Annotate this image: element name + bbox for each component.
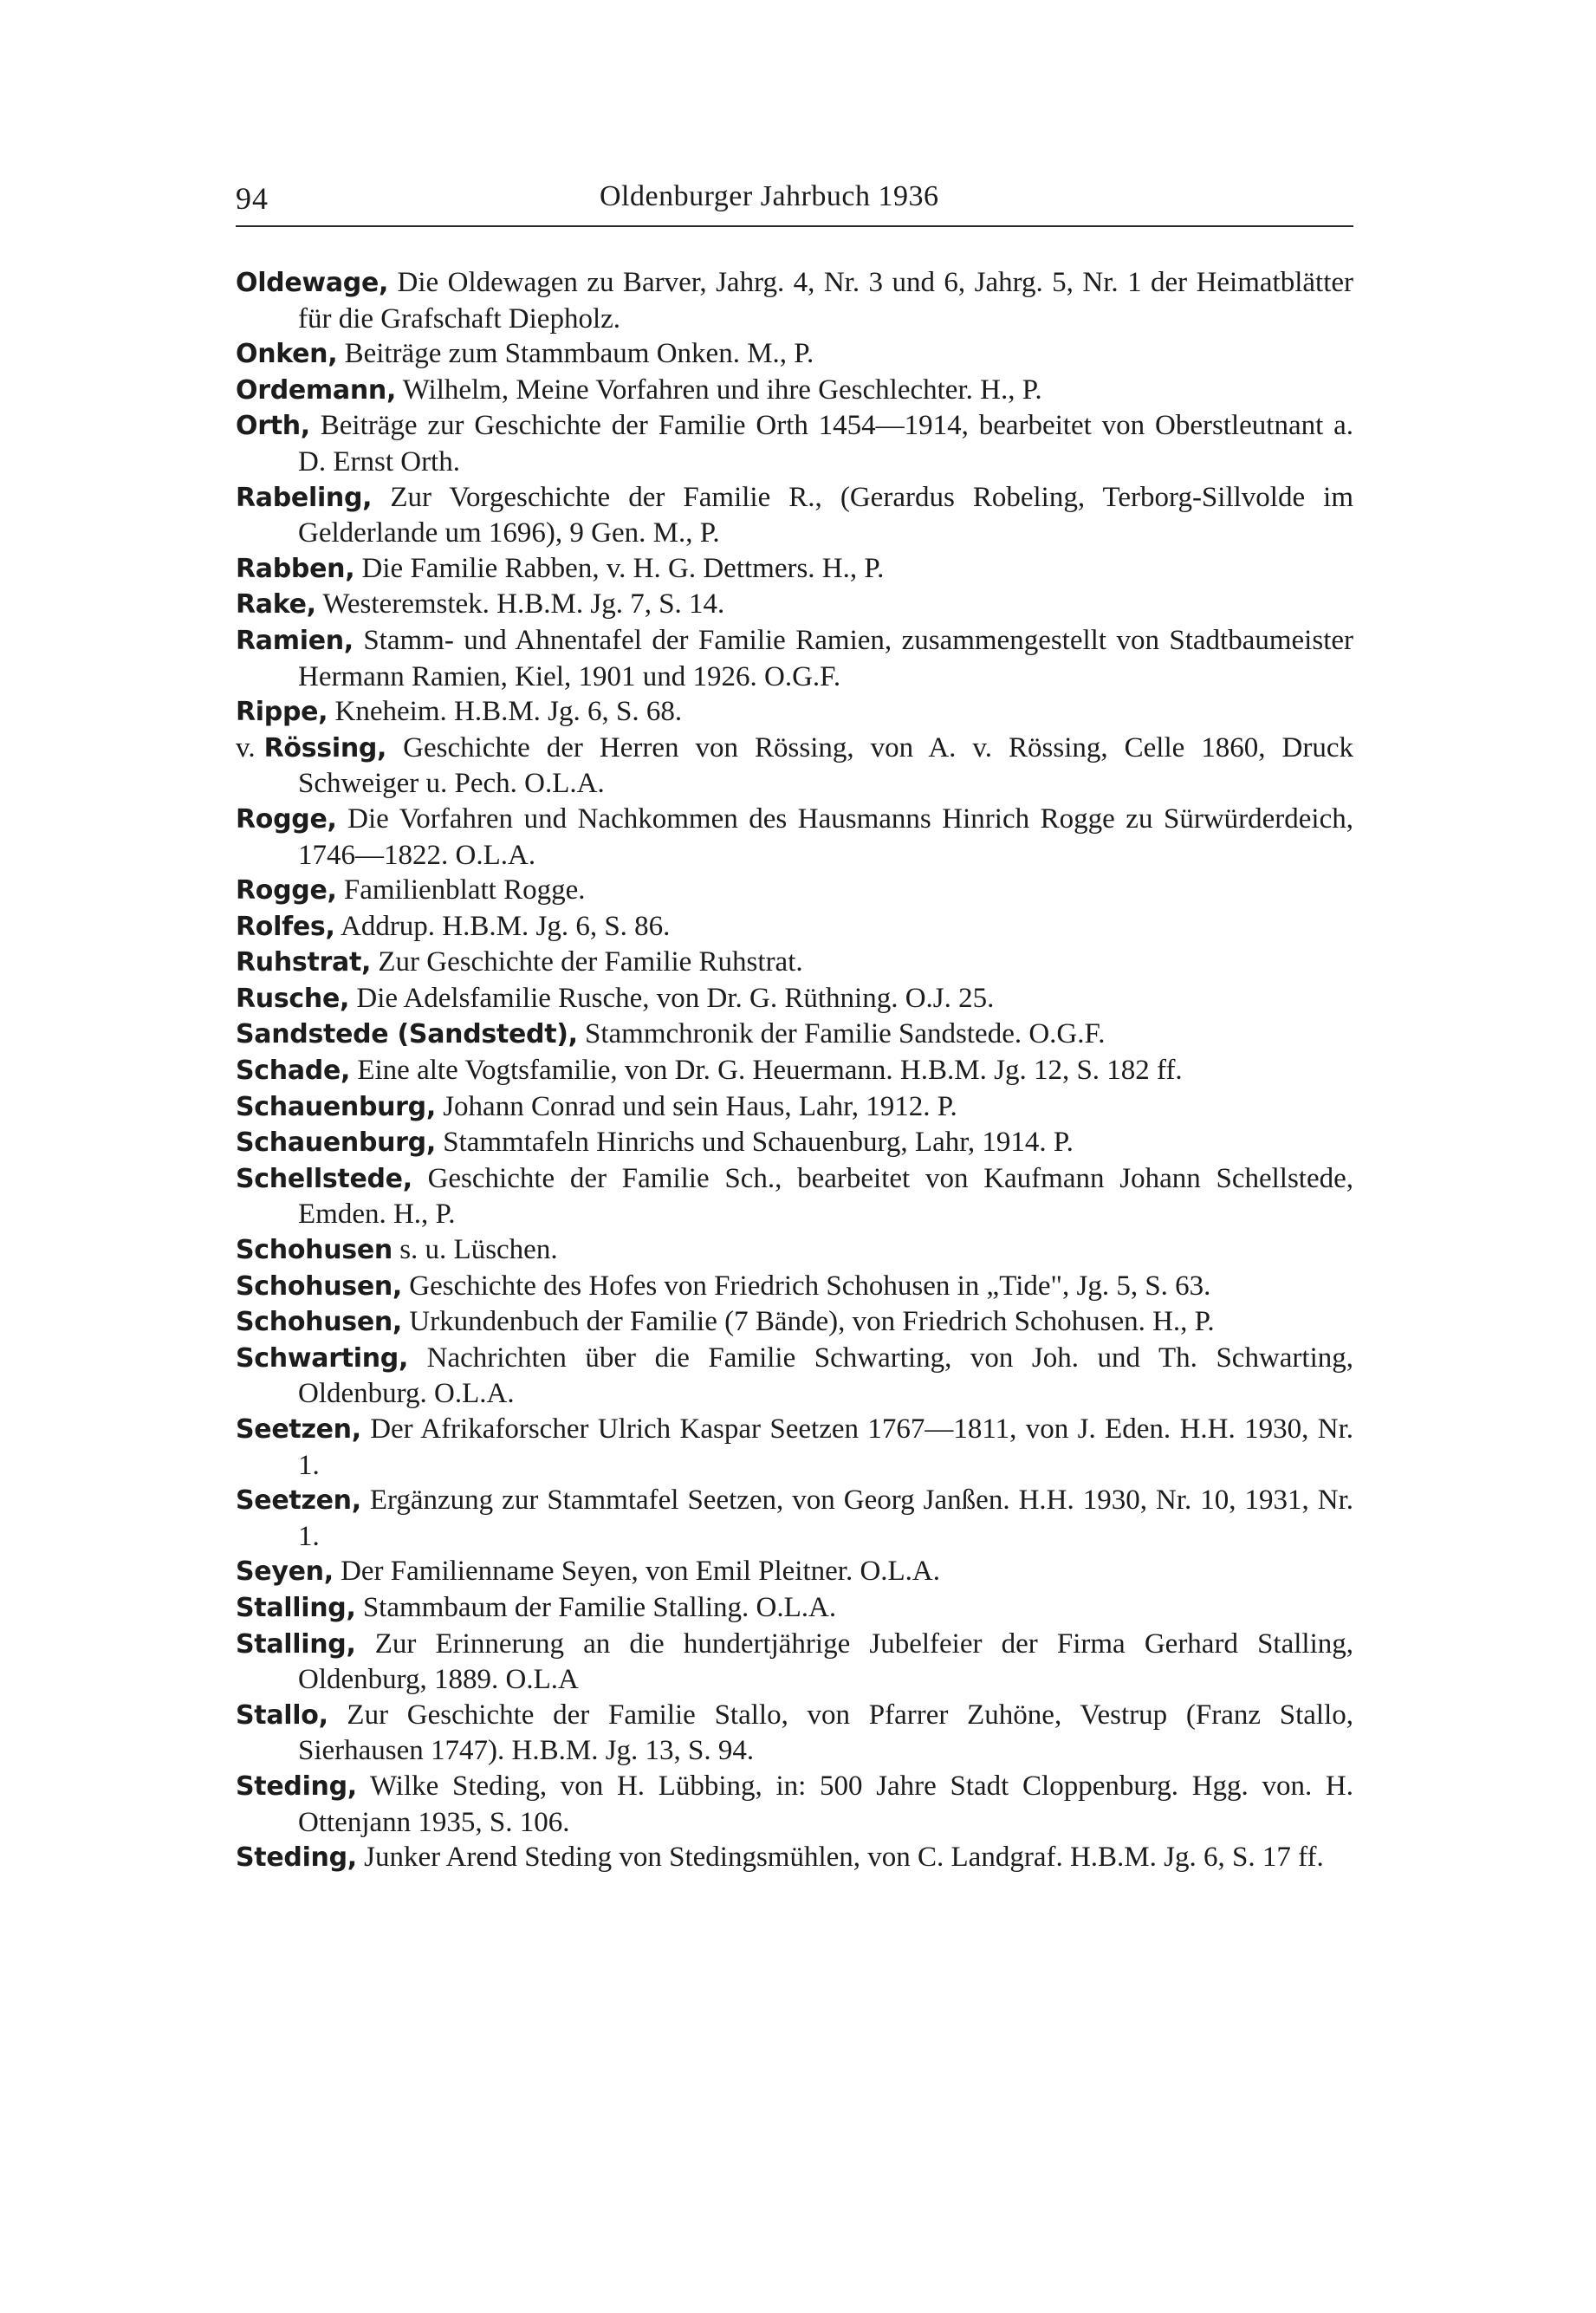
bibliography-entry: [236, 1412, 1353, 1483]
entry-surname: Steding,: [236, 1770, 357, 1802]
page-header: [236, 173, 1353, 227]
entry-surname: Schohusen,: [236, 1270, 403, 1302]
entry-text: Ergänzung zur Stammtafel Seetzen, von Georg Janßen. H.H. 1930, Nr. 10, 1931, Nr. 1.: [298, 1485, 1354, 1552]
entry-text: Kneheim. H.B.M. Jg. 6, S. 68.: [334, 696, 683, 728]
entry-text: Der Afrikaforscher Ulrich Kaspar Seetzen 1767—1811, von J. Eden. H.H. 1930, Nr. 1.: [298, 1413, 1353, 1481]
bibliography-entry: [236, 1125, 1353, 1161]
entry-text: Zur Vorgeschichte der Familie R., (Gerardus Robeling, Terborg-Sillvolde im Gelderlande um 1696), 9 Gen. M., P.: [298, 481, 1353, 549]
bibliography-entry: [236, 373, 1353, 409]
bibliography-entry: [236, 909, 1353, 945]
entry-text: Zur Geschichte der Familie Stallo, von Pfarrer Zuhöne, Vestrup (Franz Stallo, Sierhausen 1747). H.B.M. Jg. 13, S. 94.: [298, 1699, 1354, 1767]
entry-surname: Schauenburg,: [236, 1091, 436, 1122]
bibliography-list: [236, 265, 1353, 1876]
entry-text: Die Vorfahren und Nachkommen des Hausmanns Hinrich Rogge zu Sürwürderdeich, 1746—1822. O.L.A.: [298, 802, 1353, 871]
entry-surname: Schade,: [236, 1056, 351, 1087]
entry-surname: Seetzen,: [236, 1485, 361, 1517]
bibliography-entry: [236, 265, 1353, 336]
entry-text: Stamm- und Ahnentafel der Familie Ramien, zusammengestellt von Stadtbaumeister Hermann Ramien, Kiel, 1901 und 1926. O.G.F.: [298, 624, 1353, 692]
entry-text: Die Familie Rabben, v. H. G. Dettmers. H., P.: [361, 552, 885, 584]
bibliography-entry: [236, 587, 1353, 623]
entry-surname: Ruhstrat,: [236, 947, 372, 978]
entry-surname: Ordemann,: [236, 374, 397, 406]
bibliography-entry: [236, 1769, 1353, 1840]
entry-text: s. u. Lüschen.: [399, 1234, 558, 1266]
bibliography-entry: [236, 873, 1353, 909]
entry-text: Urkundenbuch der Familie (7 Bände), von Friedrich Schohusen. H., P.: [409, 1306, 1215, 1338]
entry-surname: Orth,: [236, 411, 310, 442]
bibliography-entry: [236, 694, 1353, 731]
bibliography-entry: [236, 336, 1353, 373]
entry-text: Junker Arend Steding von Stedingsmühlen, von C. Landgraf. H.B.M. Jg. 6, S. 17 ff.: [364, 1842, 1324, 1874]
entry-prefix: v.: [236, 731, 256, 763]
entry-surname: Stalling,: [236, 1628, 356, 1660]
bibliography-entry: [236, 1698, 1353, 1769]
entry-text: Wilke Steding, von H. Lübbing, in: 500 Jahre Stadt Cloppenburg. Hgg. von. H. Ottenjann 1935, S. 106.: [298, 1770, 1353, 1838]
entry-text: Geschichte der Familie Sch., bearbeitet von Kaufmann Johann Schellstede, Emden. H., P.: [298, 1162, 1353, 1231]
bibliography-entry: [236, 1232, 1353, 1269]
entry-surname: Onken,: [236, 339, 338, 370]
entry-text: Stammchronik der Familie Sandstede. O.G.F.: [585, 1018, 1106, 1050]
entry-text: Westeremstek. H.B.M. Jg. 7, S. 14.: [322, 588, 725, 620]
bibliography-entry: [236, 1053, 1353, 1089]
running-title: Oldenburger Jahrbuch 1936: [600, 180, 939, 212]
bibliography-entry: [236, 623, 1353, 694]
entry-surname: Steding,: [236, 1842, 357, 1874]
bibliography-entry: [236, 945, 1353, 981]
entry-surname: Schohusen,: [236, 1307, 403, 1338]
bibliography-entry: [236, 731, 1353, 802]
entry-text: Stammbaum der Familie Stalling. O.L.A.: [362, 1591, 837, 1623]
entry-surname: Schellstede,: [236, 1163, 412, 1194]
entry-text: Geschichte der Herren von Rössing, von A. v. Rössing, Celle 1860, Druck Schweiger u. Pech. O.L.A.: [298, 731, 1354, 800]
entry-text: Geschichte des Hofes von Friedrich Schohusen in „Tide", Jg. 5, S. 63.: [409, 1270, 1211, 1302]
entry-text: Familienblatt Rogge.: [343, 874, 586, 906]
entry-surname: Seyen,: [236, 1556, 334, 1588]
bibliography-entry: [236, 1341, 1353, 1412]
entry-text: Johann Conrad und sein Haus, Lahr, 1912. P.: [443, 1090, 957, 1122]
entry-surname: Schauenburg,: [236, 1127, 436, 1159]
entry-text: Eine alte Vogtsfamilie, von Dr. G. Heuermann. H.B.M. Jg. 12, S. 182 ff.: [357, 1055, 1183, 1087]
entry-surname: Rippe,: [236, 697, 328, 728]
bibliography-entry: [236, 1304, 1353, 1341]
entry-text: Zur Erinnerung an die hundertjährige Jubelfeier der Firma Gerhard Stalling, Oldenburg, 1889. O.L.A: [298, 1628, 1354, 1696]
entry-text: Wilhelm, Meine Vorfahren und ihre Geschlechter. H., P.: [402, 374, 1042, 406]
bibliography-entry: [236, 1627, 1353, 1698]
entry-text: Die Oldewagen zu Barver, Jahrg. 4, Nr. 3 und 6, Jahrg. 5, Nr. 1 der Heimatblätter für die Grafschaft Diepholz.: [298, 267, 1354, 335]
bibliography-entry: [236, 1089, 1353, 1126]
entry-surname: Rössing,: [263, 732, 387, 763]
entry-surname: Rabeling,: [236, 482, 373, 513]
bibliography-entry: [236, 1483, 1353, 1554]
page-number: 94: [236, 181, 269, 216]
entry-text: Der Familienname Seyen, von Emil Pleitner. O.L.A.: [341, 1556, 941, 1588]
bibliography-entry: [236, 480, 1353, 551]
entry-text: Beiträge zum Stammbaum Onken. M., P.: [344, 338, 814, 370]
bibliography-entry: [236, 802, 1353, 873]
entry-surname: Stallo,: [236, 1699, 328, 1731]
entry-text: Addrup. H.B.M. Jg. 6, S. 86.: [340, 910, 671, 942]
entry-text: Zur Geschichte der Familie Ruhstrat.: [378, 946, 803, 978]
bibliography-entry: [236, 1269, 1353, 1305]
entry-surname: Rolfes,: [236, 911, 335, 942]
entry-surname: Rabben,: [236, 553, 355, 584]
entry-surname: Rogge,: [236, 803, 337, 835]
entry-surname: Stalling,: [236, 1592, 356, 1623]
entry-text: Die Adelsfamilie Rusche, von Dr. G. Rüthning. O.J. 25.: [356, 982, 995, 1014]
bibliography-entry: [236, 1161, 1353, 1232]
bibliography-entry: [236, 1840, 1353, 1876]
entry-surname: Oldewage,: [236, 268, 389, 298]
entry-surname: Rogge,: [236, 875, 337, 906]
entry-surname: Sandstede (Sandstedt),: [236, 1019, 578, 1050]
bibliography-entry: [236, 1017, 1353, 1053]
entry-surname: Rusche,: [236, 983, 350, 1014]
entry-text: Beiträge zur Geschichte der Familie Orth 1454—1914, bearbeitet von Oberstleutnant a. D. Ernst Orth.: [298, 410, 1354, 478]
bibliography-entry: [236, 1590, 1353, 1627]
bibliography-entry: [236, 981, 1353, 1017]
entry-surname: Rake,: [236, 589, 316, 620]
bibliography-entry: [236, 1554, 1353, 1590]
entry-surname: Ramien,: [236, 625, 354, 656]
bibliography-entry: [236, 408, 1353, 479]
entry-surname: Seetzen,: [236, 1414, 361, 1445]
entry-surname: Schwarting,: [236, 1342, 409, 1374]
entry-text: Stammtafeln Hinrichs und Schauenburg, Lahr, 1914. P.: [443, 1127, 1074, 1159]
bibliography-entry: [236, 551, 1353, 588]
entry-text: Nachrichten über die Familie Schwarting, von Joh. und Th. Schwarting, Oldenburg. O.L.A.: [298, 1342, 1354, 1410]
entry-surname: Schohusen: [236, 1235, 393, 1266]
